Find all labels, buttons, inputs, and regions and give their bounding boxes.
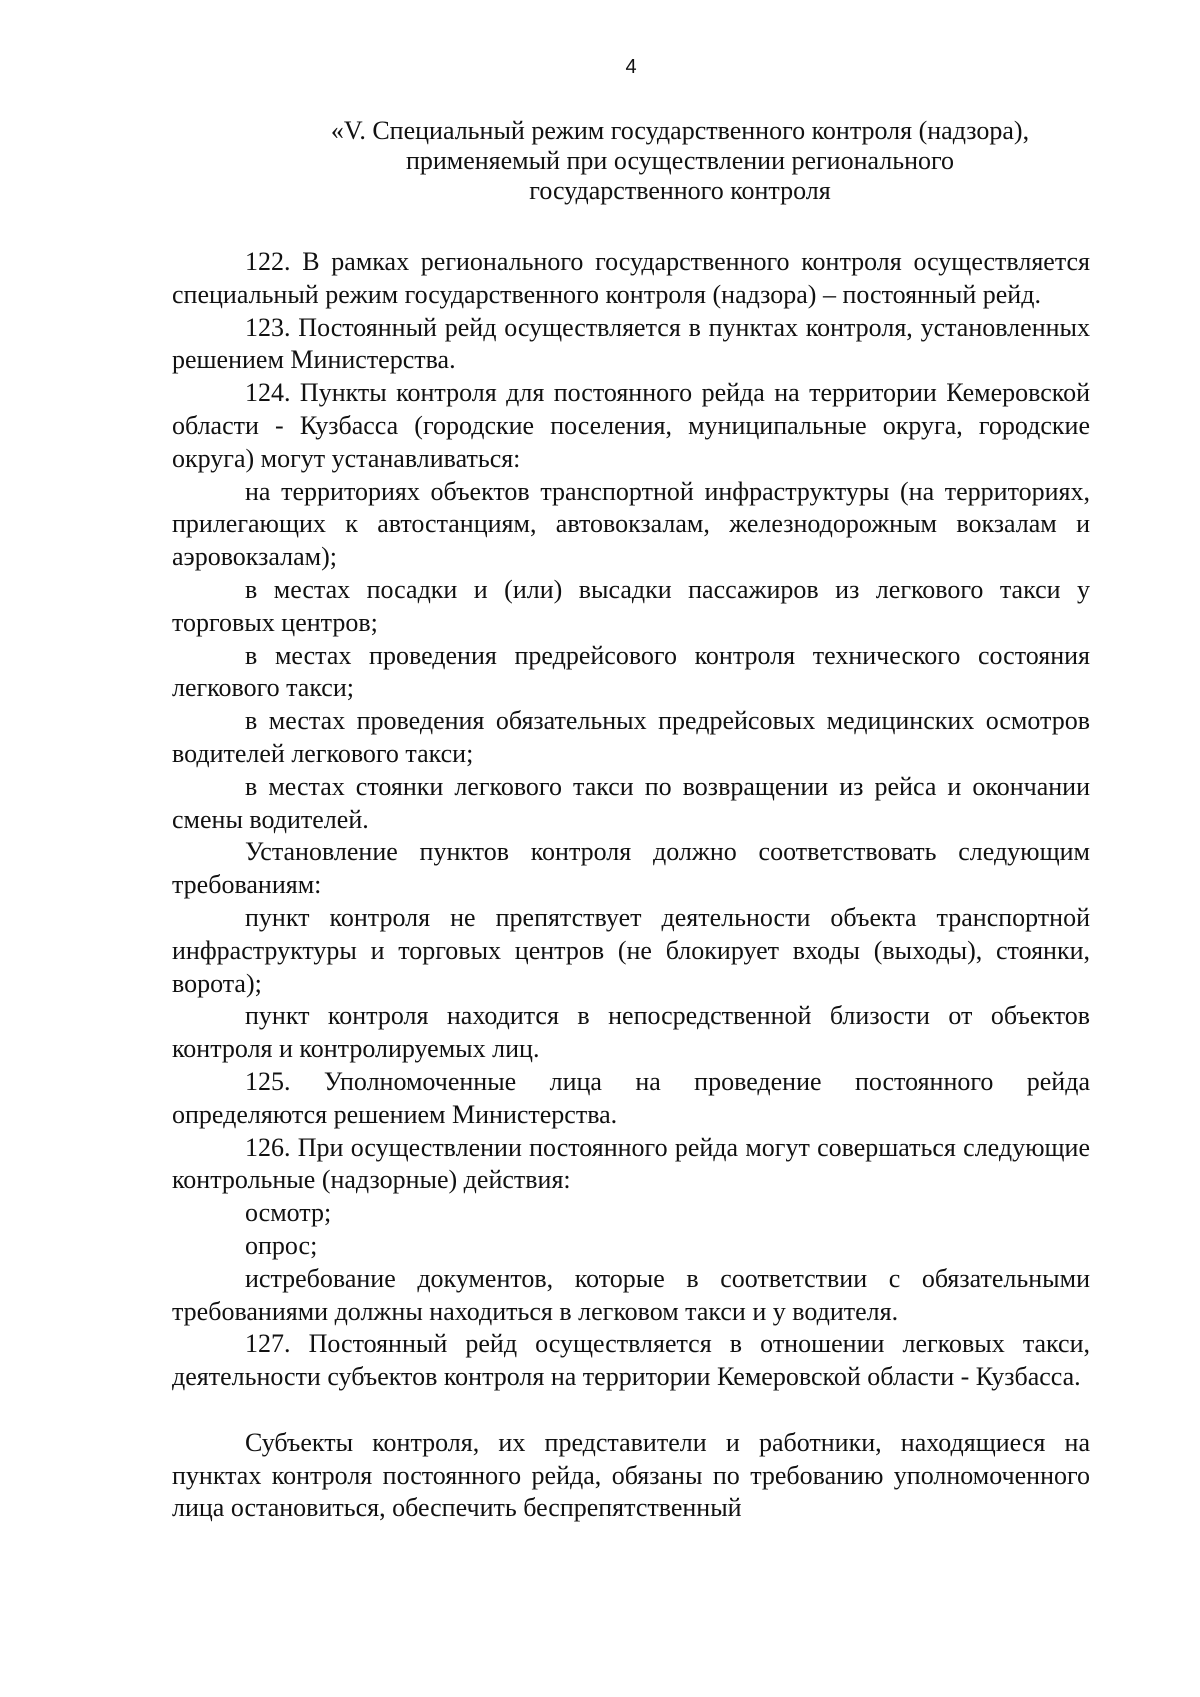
list-item-taxi-parking: в местах стоянки легкового такси по возвращении из рейса и окончании смены водителей. <box>172 771 1090 834</box>
list-item-technical-control: в местах проведения предрейсового контроля технического состояния легкового такси; <box>172 640 1090 703</box>
list-item-document-request: истребование документов, которые в соответствии с обязательными требованиями должны находиться в легковом такси и у водителя. <box>172 1263 1090 1326</box>
section-title-line: «V. Специальный режим государственного контроля (надзора), <box>330 116 1030 145</box>
section-title <box>250 116 1110 206</box>
list-item-passenger-pickup: в местах посадки и (или) высадки пассажиров из легкового такси у торговых центров; <box>172 574 1090 637</box>
paragraph-124: 124. Пункты контроля для постоянного рейда на территории Кемеровской области - Кузбасса (городские поселения, муниципальные округа, городские округа) могут устанавливаться: <box>172 378 1090 473</box>
paragraph-control-subjects: Субъекты контроля, их представители и работники, находящиеся на пунктах контроля постоянного рейда, обязаны по требованию уполномоченного лица остановиться, обеспечить беспрепятственный <box>172 1427 1090 1523</box>
paragraph-122: 122. В рамках регионального государственного контроля осуществляется специальный режим государственного контроля (надзора) – постоянный рейд. <box>172 247 1090 309</box>
paragraph-127: 127. Постоянный рейд осуществляется в отношении легковых такси, деятельности субъектов контроля на территории Кемеровской области - Кузбасса. <box>172 1329 1090 1392</box>
list-item-transport-infrastructure: на территориях объектов транспортной инфраструктуры (на территориях, прилегающих к автостанциям, автовокзалам, железнодорожным вокзалам и аэровокзалам); <box>172 476 1090 572</box>
section-title-line: применяемый при осуществлении регионального <box>405 146 955 175</box>
list-item-proximity: пункт контроля находится в непосредственной близости от объектов контроля и контролируемых лиц. <box>172 1001 1090 1064</box>
list-item-survey: опрос; <box>245 1230 318 1260</box>
paragraph-requirements: Установление пунктов контроля должно соответствовать следующим требованиям: <box>172 837 1090 900</box>
list-item-no-obstruction: пункт контроля не препятствует деятельности объекта транспортной инфраструктуры и торговых центров (не блокирует входы (выходы), стоянки, ворота); <box>172 902 1090 998</box>
paragraph-125: 125. Уполномоченные лица на проведение постоянного рейда определяются решением Министерства. <box>172 1066 1090 1129</box>
paragraph-123: 123. Постоянный рейд осуществляется в пунктах контроля, установленных решением Министерства. <box>172 312 1090 375</box>
page-number: 4 <box>625 56 637 78</box>
list-item-inspection: осмотр; <box>245 1198 332 1228</box>
list-item-medical-checks: в местах проведения обязательных предрейсовых медицинских осмотров водителей легкового такси; <box>172 706 1090 768</box>
document-body <box>172 246 1090 1525</box>
section-title-line: государственного контроля <box>529 176 831 205</box>
paragraph-126: 126. При осуществлении постоянного рейда могут совершаться следующие контрольные (надзорные) действия: <box>172 1132 1090 1195</box>
